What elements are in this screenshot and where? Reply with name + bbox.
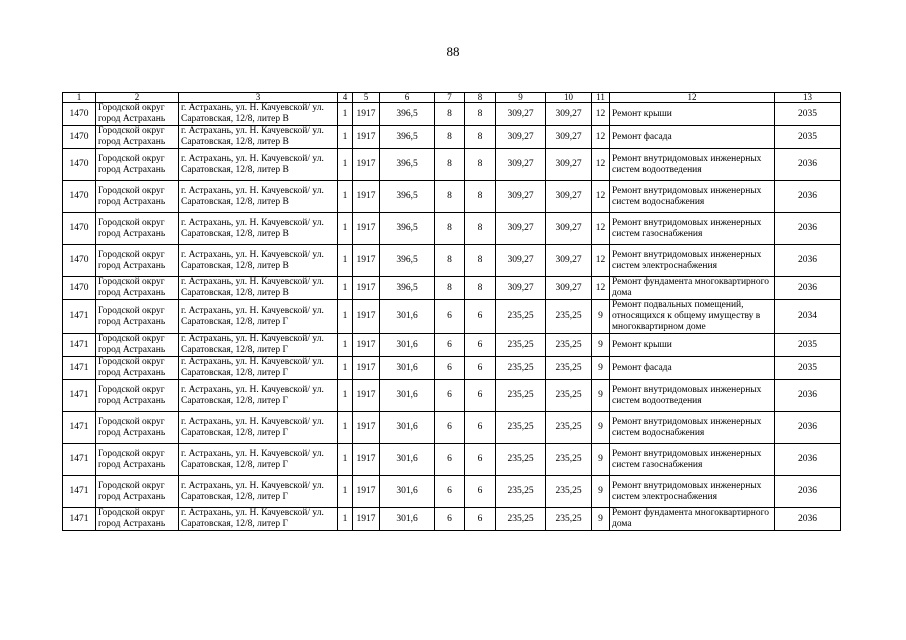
page-number: 88 [446,44,460,59]
cell-col9: 309,27 [496,103,546,126]
cell-area: 396,5 [380,126,435,149]
cell-area: 301,6 [380,334,435,357]
cell-col4: 1 [338,277,353,300]
cell-plan-year: 2036 [775,213,841,245]
cell-col10: 235,25 [546,444,592,476]
cell-work-type: Ремонт внутридомовых инженерных систем газоснабжения [610,213,775,245]
cell-col8: 6 [465,508,496,531]
cell-id: 1471 [63,476,96,508]
cell-municipality: Городской округ город Астрахань [96,277,179,300]
cell-col9: 235,25 [496,357,546,380]
cell-area: 301,6 [380,444,435,476]
cell-area: 301,6 [380,476,435,508]
cell-area: 301,6 [380,300,435,334]
column-header: 1 [63,93,96,103]
cell-col4: 1 [338,300,353,334]
cell-col8: 8 [465,126,496,149]
cell-municipality: Городской округ город Астрахань [96,245,179,277]
cell-col8: 8 [465,103,496,126]
cell-id: 1471 [63,357,96,380]
cell-municipality: Городской округ город Астрахань [96,181,179,213]
cell-col10: 235,25 [546,357,592,380]
cell-col7: 6 [435,380,465,412]
cell-col10: 235,25 [546,380,592,412]
cell-col7: 8 [435,149,465,181]
cell-municipality: Городской округ город Астрахань [96,380,179,412]
cell-col10: 235,25 [546,508,592,531]
cell-col10: 235,25 [546,476,592,508]
cell-address: г. Астрахань, ул. Н. Качуевской/ ул. Саратовская, 12/8, литер В [179,149,338,181]
cell-id: 1470 [63,277,96,300]
cell-municipality: Городской округ город Астрахань [96,300,179,334]
cell-year: 1917 [353,277,380,300]
cell-col7: 8 [435,103,465,126]
cell-col11: 12 [592,213,610,245]
cell-col7: 8 [435,245,465,277]
cell-col10: 309,27 [546,213,592,245]
table-row [63,245,841,277]
cell-plan-year: 2036 [775,245,841,277]
cell-plan-year: 2035 [775,126,841,149]
cell-col9: 309,27 [496,126,546,149]
cell-col10: 235,25 [546,334,592,357]
cell-year: 1917 [353,126,380,149]
cell-col4: 1 [338,126,353,149]
cell-year: 1917 [353,508,380,531]
cell-id: 1471 [63,380,96,412]
cell-col4: 1 [338,149,353,181]
cell-address: г. Астрахань, ул. Н. Качуевской/ ул. Саратовская, 12/8, литер Г [179,300,338,334]
cell-address: г. Астрахань, ул. Н. Качуевской/ ул. Саратовская, 12/8, литер В [179,213,338,245]
table-body [63,93,841,531]
cell-year: 1917 [353,380,380,412]
cell-col11: 12 [592,245,610,277]
cell-col10: 309,27 [546,277,592,300]
cell-col11: 12 [592,181,610,213]
cell-id: 1470 [63,213,96,245]
table-row [63,300,841,334]
cell-plan-year: 2036 [775,380,841,412]
cell-area: 396,5 [380,149,435,181]
table-row [63,334,841,357]
cell-col8: 6 [465,476,496,508]
cell-address: г. Астрахань, ул. Н. Качуевской/ ул. Саратовская, 12/8, литер Г [179,444,338,476]
cell-work-type: Ремонт подвальных помещений, относящихся к общему имуществу в многоквартирном доме [610,300,775,334]
cell-municipality: Городской округ город Астрахань [96,412,179,444]
cell-col8: 6 [465,334,496,357]
column-header: 6 [380,93,435,103]
cell-col11: 9 [592,380,610,412]
cell-address: г. Астрахань, ул. Н. Качуевской/ ул. Саратовская, 12/8, литер Г [179,412,338,444]
cell-col7: 8 [435,181,465,213]
cell-plan-year: 2035 [775,357,841,380]
cell-address: г. Астрахань, ул. Н. Качуевской/ ул. Саратовская, 12/8, литер Г [179,380,338,412]
cell-plan-year: 2035 [775,334,841,357]
cell-col4: 1 [338,412,353,444]
cell-col11: 9 [592,412,610,444]
cell-plan-year: 2036 [775,149,841,181]
cell-work-type: Ремонт крыши [610,334,775,357]
cell-municipality: Городской округ город Астрахань [96,508,179,531]
cell-address: г. Астрахань, ул. Н. Качуевской/ ул. Саратовская, 12/8, литер В [179,181,338,213]
cell-municipality: Городской округ город Астрахань [96,126,179,149]
cell-id: 1471 [63,508,96,531]
cell-col9: 235,25 [496,444,546,476]
cell-plan-year: 2036 [775,412,841,444]
cell-col10: 309,27 [546,245,592,277]
cell-year: 1917 [353,444,380,476]
cell-col11: 12 [592,103,610,126]
cell-municipality: Городской округ город Астрахань [96,476,179,508]
cell-id: 1470 [63,126,96,149]
cell-year: 1917 [353,103,380,126]
cell-col11: 12 [592,126,610,149]
cell-col4: 1 [338,444,353,476]
cell-col7: 8 [435,126,465,149]
cell-work-type: Ремонт фундамента многоквартирного дома [610,508,775,531]
cell-col8: 8 [465,277,496,300]
cell-year: 1917 [353,357,380,380]
cell-id: 1470 [63,181,96,213]
column-header: 10 [546,93,592,103]
cell-col9: 309,27 [496,213,546,245]
column-header: 3 [179,93,338,103]
cell-col7: 6 [435,300,465,334]
cell-col11: 9 [592,508,610,531]
cell-work-type: Ремонт внутридомовых инженерных систем газоснабжения [610,444,775,476]
cell-col10: 309,27 [546,181,592,213]
cell-col7: 6 [435,357,465,380]
cell-col11: 9 [592,357,610,380]
cell-id: 1471 [63,334,96,357]
cell-col11: 9 [592,300,610,334]
cell-address: г. Астрахань, ул. Н. Качуевской/ ул. Саратовская, 12/8, литер В [179,103,338,126]
cell-work-type: Ремонт внутридомовых инженерных систем водоотведения [610,149,775,181]
cell-id: 1471 [63,444,96,476]
cell-col10: 235,25 [546,412,592,444]
cell-col8: 6 [465,412,496,444]
cell-plan-year: 2035 [775,103,841,126]
cell-col9: 235,25 [496,412,546,444]
cell-id: 1470 [63,149,96,181]
cell-area: 396,5 [380,181,435,213]
cell-col4: 1 [338,245,353,277]
cell-work-type: Ремонт внутридомовых инженерных систем водоснабжения [610,412,775,444]
column-header: 11 [592,93,610,103]
cell-municipality: Городской округ город Астрахань [96,103,179,126]
cell-col10: 235,25 [546,300,592,334]
cell-col4: 1 [338,380,353,412]
table-row [63,103,841,126]
cell-plan-year: 2036 [775,476,841,508]
cell-col4: 1 [338,103,353,126]
cell-id: 1470 [63,245,96,277]
table-row [63,181,841,213]
cell-col8: 6 [465,380,496,412]
cell-area: 396,5 [380,245,435,277]
cell-col11: 12 [592,149,610,181]
cell-work-type: Ремонт фасада [610,126,775,149]
cell-work-type: Ремонт внутридомовых инженерных систем водоотведения [610,380,775,412]
cell-col4: 1 [338,508,353,531]
cell-address: г. Астрахань, ул. Н. Качуевской/ ул. Саратовская, 12/8, литер В [179,126,338,149]
cell-year: 1917 [353,181,380,213]
column-header: 5 [353,93,380,103]
cell-address: г. Астрахань, ул. Н. Качуевской/ ул. Саратовская, 12/8, литер В [179,277,338,300]
cell-year: 1917 [353,412,380,444]
cell-col8: 8 [465,245,496,277]
cell-year: 1917 [353,213,380,245]
cell-col7: 6 [435,476,465,508]
table-row [63,444,841,476]
column-header: 12 [610,93,775,103]
cell-area: 301,6 [380,508,435,531]
column-header: 4 [338,93,353,103]
cell-municipality: Городской округ город Астрахань [96,149,179,181]
cell-year: 1917 [353,476,380,508]
cell-col9: 235,25 [496,476,546,508]
cell-area: 396,5 [380,103,435,126]
cell-col7: 8 [435,277,465,300]
cell-col4: 1 [338,476,353,508]
cell-year: 1917 [353,300,380,334]
table-row [63,149,841,181]
cell-address: г. Астрахань, ул. Н. Качуевской/ ул. Саратовская, 12/8, литер Г [179,334,338,357]
cell-col8: 8 [465,213,496,245]
cell-col8: 6 [465,300,496,334]
cell-plan-year: 2036 [775,444,841,476]
cell-area: 301,6 [380,380,435,412]
capital-repair-table [62,92,841,531]
cell-col9: 309,27 [496,245,546,277]
cell-col7: 8 [435,213,465,245]
table-row [63,412,841,444]
cell-col4: 1 [338,213,353,245]
table-row [63,126,841,149]
cell-work-type: Ремонт фундамента многоквартирного дома [610,277,775,300]
cell-year: 1917 [353,334,380,357]
cell-col9: 235,25 [496,300,546,334]
cell-plan-year: 2036 [775,181,841,213]
cell-municipality: Городской округ город Астрахань [96,357,179,380]
table-row [63,476,841,508]
cell-address: г. Астрахань, ул. Н. Качуевской/ ул. Саратовская, 12/8, литер Г [179,357,338,380]
cell-col8: 6 [465,444,496,476]
column-header: 9 [496,93,546,103]
cell-col11: 12 [592,277,610,300]
table-row [63,357,841,380]
column-number-row [63,93,841,103]
cell-col10: 309,27 [546,103,592,126]
cell-col7: 6 [435,508,465,531]
cell-work-type: Ремонт внутридомовых инженерных систем электроснабжения [610,245,775,277]
cell-municipality: Городской округ город Астрахань [96,334,179,357]
column-header: 7 [435,93,465,103]
cell-work-type: Ремонт фасада [610,357,775,380]
cell-col11: 9 [592,476,610,508]
cell-col8: 8 [465,149,496,181]
cell-id: 1471 [63,412,96,444]
cell-col4: 1 [338,334,353,357]
cell-col9: 309,27 [496,181,546,213]
cell-year: 1917 [353,245,380,277]
cell-id: 1470 [63,103,96,126]
cell-id: 1471 [63,300,96,334]
cell-col7: 6 [435,412,465,444]
cell-plan-year: 2036 [775,277,841,300]
cell-col9: 235,25 [496,380,546,412]
cell-col8: 6 [465,357,496,380]
cell-col4: 1 [338,181,353,213]
cell-municipality: Городской округ город Астрахань [96,213,179,245]
cell-year: 1917 [353,149,380,181]
cell-col4: 1 [338,357,353,380]
table-row [63,508,841,531]
column-header: 2 [96,93,179,103]
cell-col9: 309,27 [496,277,546,300]
cell-col9: 235,25 [496,508,546,531]
cell-col10: 309,27 [546,126,592,149]
cell-address: г. Астрахань, ул. Н. Качуевской/ ул. Саратовская, 12/8, литер Г [179,508,338,531]
cell-col10: 309,27 [546,149,592,181]
column-header: 13 [775,93,841,103]
column-header: 8 [465,93,496,103]
table-row [63,380,841,412]
cell-col9: 309,27 [496,149,546,181]
cell-plan-year: 2034 [775,300,841,334]
cell-col8: 8 [465,181,496,213]
table-row [63,213,841,245]
cell-address: г. Астрахань, ул. Н. Качуевской/ ул. Саратовская, 12/8, литер Г [179,476,338,508]
cell-col7: 6 [435,444,465,476]
cell-plan-year: 2036 [775,508,841,531]
cell-col11: 9 [592,334,610,357]
cell-work-type: Ремонт внутридомовых инженерных систем электроснабжения [610,476,775,508]
cell-area: 396,5 [380,213,435,245]
cell-col7: 6 [435,334,465,357]
cell-work-type: Ремонт внутридомовых инженерных систем водоснабжения [610,181,775,213]
cell-municipality: Городской округ город Астрахань [96,444,179,476]
cell-address: г. Астрахань, ул. Н. Качуевской/ ул. Саратовская, 12/8, литер В [179,245,338,277]
cell-area: 396,5 [380,277,435,300]
cell-col11: 9 [592,444,610,476]
cell-work-type: Ремонт крыши [610,103,775,126]
cell-area: 301,6 [380,357,435,380]
cell-area: 301,6 [380,412,435,444]
table-row [63,277,841,300]
cell-col9: 235,25 [496,334,546,357]
